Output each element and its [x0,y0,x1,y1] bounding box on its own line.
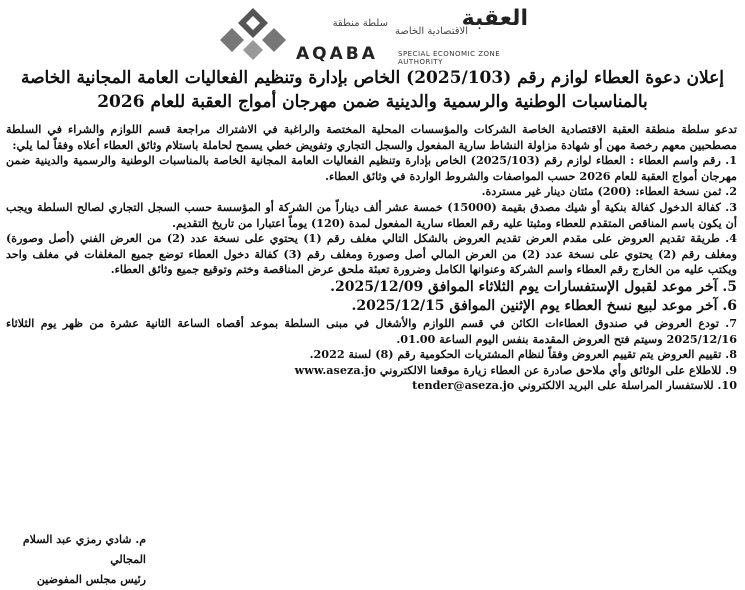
brand-english: AQABA [296,44,378,64]
announcement-body [6,122,737,394]
signatory-role: رئيس مجلس المفوضين [36,573,146,586]
item-1: 1. رقم واسم العطاء : العطاء لوازم رقم (2025/103) الخاص بإدارة وتنظيم الفعاليات العامة المجانية الخاصة بالمناسبات الوطنية والرسمية والدينية ضمن مهرجان أمواج العقبة للعام 2026 حسب المواصفات والشروط الواردة في وثائق العطاء. [6,153,737,183]
item-6: 6. آخر موعد لبيع نسخ العطاء يوم الإثنين الموافق 2025/12/15. [351,297,737,314]
item-9: 9. للاطلاع على الوثائق وأي ملاحق صادرة عن العطاء زيارة موقعنا الالكتروني www.aseza.jo [294,362,737,377]
title-line-1: إعلان دعوة العطاء لوازم رقم (2025/103) الخاص بإدارة وتنظيم الفعاليات العامة المجانية الخاصة [20,68,725,88]
brand-english-sub: SPECIAL ECONOMIC ZONE AUTHORITY [398,50,501,66]
aseza-logo [208,4,538,64]
item-3: 3. كفالة الدخول كفالة بنكية أو شيك مصدق بقيمة (15000) خمسة عشر ألف ديناراً من الشركة أو المؤسسة حسب السجل التجاري لصالح السلطة ويجب أن يكون باسم المناقص المتقدم للعطاء ومثبتا عليه رقم العطاء سارية المفعول لمدة (120) يوماً اعتبارا من تاريخ التقديم. [6,199,737,230]
signatory-name: م. شادي رمزي عبد السلام المجالي [22,533,146,566]
item-10: 10. للاستفسار المراسلة على البريد الالكتروني tender@aseza.jo [412,378,737,393]
aqaba-emblem-icon [218,6,288,62]
brand-arabic: العقبة [461,6,528,31]
item-2: 2. ثمن نسخة العطاء: (200) مئتان دينار غير مستردة. [481,184,737,199]
intro-paragraph: تدعو سلطة منطقة العقبة الاقتصادية الخاصة الشركات والمؤسسات المحلية المختصة والراغبة في الاشتراك مراجعة قسم اللوازم والشراء في السلطة مصطحبين معهم رخصة مهن أو شهادة مزاولة النشاط سارية المفعول والسجل التجاري وتفويض خطي يسمح لحاملة باستلام وثائق العطاء أعلاه وفقاً لما يلي: [6,122,737,152]
item-8: 8. تقييم العروض يتم تقييم العروض وفقاً لنظام المشتريات الحكومية رقم (8) لسنة 2022. [309,347,737,362]
item-5: 5. آخر موعد لقبول الإستفسارات يوم الثلاثاء الموافق 2025/12/09. [330,278,737,295]
item-4: 4. طريقة تقديم العروض على مقدم العرض تقديم العروض بالشكل التالي مغلف رقم (1) يحتوي على نسخة عدد (2) من العرض الفني (أصل وصورة) ومغلف رقم (2) يحتوي على نسخة عدد (2) من العرض المالي أصل وصورة ومغلف رقم (3) كفالة دخول العطاء توضع جميع المغلفات في مغلف واحد ويكتب عليه من الخارج رقم العطاء واسم الشركة وعنوانها الكامل وضرورة تعبئة ملحق عرض المناقصة وختم وتوقيع جميع وثائق العطاء. [6,231,738,277]
signature-block [6,530,146,590]
brand-arabic-sub: الاقتصادية الخاصة [395,26,468,37]
brand-arabic-prefix: سلطة منطقة [332,18,388,29]
title-line-2: بالمناسبات الوطنية والرسمية والدينية ضمن مهرجان أمواج العقبة للعام 2026 [97,92,648,112]
announcement-title [10,66,735,114]
item-7: 7. تودع العروض في صندوق العطاءات الكائن في قسم اللوازم والأشغال في مبنى السلطة بموعد أقصاه الساعة الثانية عشرة من ظهر يوم الثلاثاء 2025/12/16 وسيتم فتح العروض المقدمة بنفس اليوم الساعة 01.00. [6,315,737,346]
